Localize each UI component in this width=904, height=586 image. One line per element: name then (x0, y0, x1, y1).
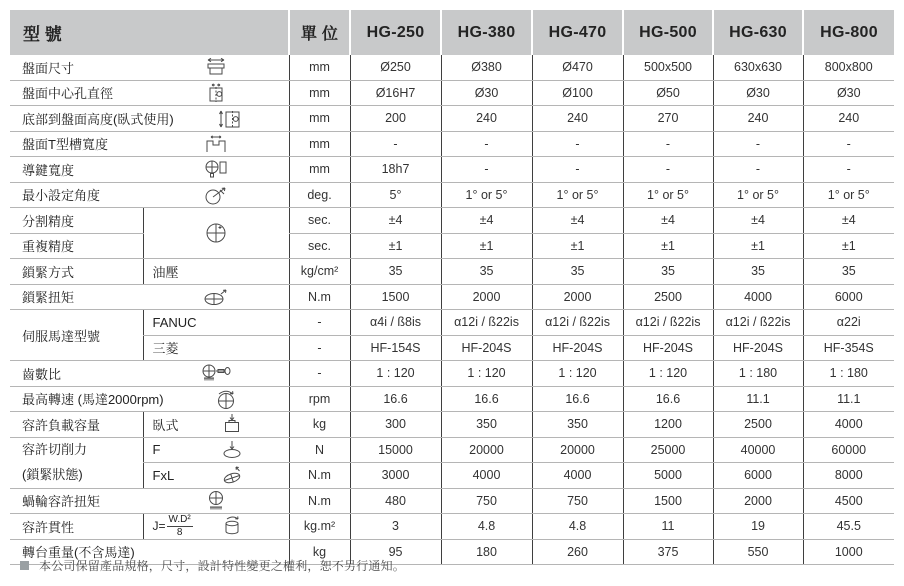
value-cell: 630x630 (713, 55, 803, 80)
value-cell: 1 : 120 (350, 361, 441, 387)
row-label: 盤面T型槽寬度 (22, 137, 108, 153)
value-cell: 200 (350, 106, 441, 132)
row-label: 鎖緊扭矩 (22, 290, 75, 306)
row-sublabel: FANUC (152, 314, 197, 330)
unit-cell: kg (289, 539, 350, 565)
value-cell: 4000 (713, 284, 803, 310)
row-sublabel: 三菱 (152, 341, 179, 357)
value-cell: Ø50 (623, 80, 713, 106)
value-cell: 1° or 5° (623, 182, 713, 208)
value-cell: Ø470 (532, 55, 623, 80)
value-cell: 95 (350, 539, 441, 565)
value-cell: 180 (441, 539, 532, 565)
value-cell: 1 : 120 (441, 361, 532, 387)
row-sublabel: 臥式 (152, 417, 179, 433)
gear-ratio-icon (143, 362, 289, 384)
value-cell: HF-204S (623, 335, 713, 361)
value-cell: 35 (532, 259, 623, 285)
row-group-label-line1: 容許切削力 (22, 442, 88, 457)
value-cell: Ø380 (441, 55, 532, 80)
value-cell: 500x500 (623, 55, 713, 80)
row-label: 盤面中心孔直徑 (22, 86, 114, 102)
unit-column-header: 單 位 (289, 10, 350, 55)
row-group-label-line2: (鎖緊狀態) (22, 466, 83, 482)
header-row (10, 10, 894, 55)
value-cell: ±1 (713, 233, 803, 259)
inertia-formula: J= $\frac{\text{W.D²}}{8}$ (152, 514, 191, 538)
value-cell: α22i (803, 310, 894, 336)
cutting-force-icon (197, 439, 267, 461)
value-cell: 270 (623, 106, 713, 132)
max-speed-icon (164, 388, 289, 410)
value-cell: α12i / ß22is (532, 310, 623, 336)
unit-cell: rpm (289, 386, 350, 412)
value-cell: Ø30 (803, 80, 894, 106)
value-cell: 4000 (441, 463, 532, 489)
table-row-face-size (10, 55, 894, 80)
spec-table (10, 10, 894, 565)
unit-cell: - (289, 310, 350, 336)
row-label: 容許負載容量 (22, 417, 101, 433)
value-cell: 550 (713, 539, 803, 565)
value-cell: 750 (441, 488, 532, 514)
table-row-load-capacity (10, 412, 894, 438)
value-cell: 350 (532, 412, 623, 438)
value-cell: 1 : 180 (713, 361, 803, 387)
clamp-torque-icon (143, 286, 289, 308)
table-row-servo-fanuc (10, 310, 894, 336)
value-cell: 16.6 (623, 386, 713, 412)
table-row-guide-key (10, 157, 894, 183)
value-cell: - (532, 131, 623, 157)
value-cell: 300 (350, 412, 441, 438)
row-label: 轉台重量(不含馬達) (22, 545, 135, 561)
row-label: 齒數比 (22, 366, 62, 382)
value-cell: 375 (623, 539, 713, 565)
center-hole-icon (143, 82, 289, 104)
unit-cell: kg/cm² (289, 259, 350, 285)
value-cell: 20000 (441, 437, 532, 463)
value-cell: 6000 (803, 284, 894, 310)
row-label: 分割精度 (22, 213, 75, 229)
value-cell: 16.6 (350, 386, 441, 412)
row-sublabel: 油壓 (152, 264, 179, 280)
value-cell: - (441, 131, 532, 157)
value-cell: Ø30 (441, 80, 532, 106)
row-label: 蝸輪容許扭矩 (22, 494, 101, 510)
row-label: 盤面尺寸 (22, 60, 75, 76)
value-cell: 16.6 (441, 386, 532, 412)
value-cell: ±1 (350, 233, 441, 259)
row-label: 最高轉速 (馬達2000rpm) (22, 392, 164, 408)
value-cell: 20000 (532, 437, 623, 463)
unit-cell: mm (289, 106, 350, 132)
model-column-header: 型 號 (10, 10, 289, 55)
table-row-min-angle (10, 182, 894, 208)
value-cell: 15000 (350, 437, 441, 463)
worm-torque-icon (143, 489, 289, 513)
value-cell: - (623, 157, 713, 183)
unit-cell: N.m (289, 463, 350, 489)
unit-cell: N (289, 437, 350, 463)
table-row-inertia (10, 514, 894, 540)
unit-cell: deg. (289, 182, 350, 208)
value-cell: 260 (532, 539, 623, 565)
table-row-max-speed (10, 386, 894, 412)
horizontal-load-icon (197, 413, 267, 435)
value-cell: 11.1 (803, 386, 894, 412)
value-cell: 45.5 (803, 514, 894, 540)
value-cell: 240 (441, 106, 532, 132)
value-cell: 4.8 (532, 514, 623, 540)
value-cell: HF-354S (803, 335, 894, 361)
row-sublabel: FxL (152, 467, 175, 483)
value-cell: ±4 (713, 208, 803, 234)
value-cell: Ø16H7 (350, 80, 441, 106)
value-cell: 4500 (803, 488, 894, 514)
value-cell: - (532, 157, 623, 183)
value-cell: 2000 (713, 488, 803, 514)
row-label: 鎖緊方式 (22, 264, 75, 280)
value-cell: 5000 (623, 463, 713, 489)
value-cell: 18h7 (350, 157, 441, 183)
value-cell: - (713, 131, 803, 157)
value-cell: 800x800 (803, 55, 894, 80)
table-row-center-bore (10, 80, 894, 106)
value-cell: 25000 (623, 437, 713, 463)
t-slot-icon (143, 133, 289, 155)
value-cell: 240 (713, 106, 803, 132)
value-cell: 1 : 120 (623, 361, 713, 387)
unit-cell: mm (289, 55, 350, 80)
table-row-indexing-accuracy (10, 208, 894, 234)
table-row-gear-ratio (10, 361, 894, 387)
row-label: 重複精度 (22, 239, 75, 255)
value-cell: ±4 (441, 208, 532, 234)
value-cell: 35 (350, 259, 441, 285)
unit-cell: mm (289, 80, 350, 106)
value-cell: 16.6 (532, 386, 623, 412)
value-cell: - (803, 157, 894, 183)
value-cell: 35 (441, 259, 532, 285)
value-cell: 350 (441, 412, 532, 438)
value-cell: 1 : 180 (803, 361, 894, 387)
value-cell: 3 (350, 514, 441, 540)
min-angle-icon (143, 184, 289, 206)
value-cell: Ø30 (713, 80, 803, 106)
value-cell: 6000 (713, 463, 803, 489)
table-row-clamp-method (10, 259, 894, 285)
table-row-cutting-force-f (10, 437, 894, 463)
value-cell: 35 (803, 259, 894, 285)
value-cell: α12i / ß22is (441, 310, 532, 336)
cutting-moment-icon (197, 464, 267, 486)
value-cell: ±1 (532, 233, 623, 259)
value-cell: 1500 (350, 284, 441, 310)
value-cell: 1000 (803, 539, 894, 565)
table-row-servo-mitsubishi (10, 335, 894, 361)
model-header-hg630: HG-630 (713, 10, 803, 55)
table-row-clamp-torque (10, 284, 894, 310)
value-cell: 1° or 5° (532, 182, 623, 208)
guide-key-icon (143, 158, 289, 180)
value-cell: ±1 (803, 233, 894, 259)
value-cell: 2000 (532, 284, 623, 310)
value-cell: - (350, 131, 441, 157)
unit-cell: sec. (289, 233, 350, 259)
square-bullet-icon (20, 561, 29, 570)
unit-cell: - (289, 335, 350, 361)
value-cell: 2500 (713, 412, 803, 438)
value-cell: ±4 (803, 208, 894, 234)
table-row-repeatability (10, 233, 894, 259)
value-cell: - (441, 157, 532, 183)
value-cell: 4.8 (441, 514, 532, 540)
value-cell: HF-154S (350, 335, 441, 361)
value-cell: α12i / ß22is (713, 310, 803, 336)
inertia-icon (197, 515, 267, 537)
model-header-hg380: HG-380 (441, 10, 532, 55)
value-cell: 3000 (350, 463, 441, 489)
value-cell: Ø250 (350, 55, 441, 80)
table-row-base-height (10, 106, 894, 132)
unit-cell: kg (289, 412, 350, 438)
value-cell: 1° or 5° (803, 182, 894, 208)
value-cell: 19 (713, 514, 803, 540)
value-cell: 1500 (623, 488, 713, 514)
unit-cell: sec. (289, 208, 350, 234)
value-cell: ±1 (623, 233, 713, 259)
value-cell: HF-204S (441, 335, 532, 361)
model-header-hg500: HG-500 (623, 10, 713, 55)
value-cell: 1 : 120 (532, 361, 623, 387)
value-cell: 11.1 (713, 386, 803, 412)
value-cell: ±4 (532, 208, 623, 234)
value-cell: α12i / ß22is (623, 310, 713, 336)
value-cell: 1° or 5° (713, 182, 803, 208)
value-cell: 240 (532, 106, 623, 132)
value-cell: 11 (623, 514, 713, 540)
value-cell: ±4 (350, 208, 441, 234)
row-group-label: 伺服馬達型號 (22, 328, 101, 344)
disc-size-icon (143, 56, 289, 78)
value-cell: 4000 (803, 412, 894, 438)
row-label: 導鍵寬度 (22, 162, 75, 178)
value-cell: ±4 (623, 208, 713, 234)
value-cell: 2000 (441, 284, 532, 310)
value-cell: 60000 (803, 437, 894, 463)
table-row-t-slot (10, 131, 894, 157)
value-cell: 1° or 5° (441, 182, 532, 208)
value-cell: 2500 (623, 284, 713, 310)
disclaimer-note (20, 557, 405, 574)
row-label: 底部到盤面高度(臥式使用) (22, 111, 174, 127)
value-cell: 240 (803, 106, 894, 132)
value-cell: 480 (350, 488, 441, 514)
model-header-hg250: HG-250 (350, 10, 441, 55)
value-cell: - (803, 131, 894, 157)
value-cell: - (623, 131, 713, 157)
disclaimer-text: 本公司保留產品規格，尺寸，設計特性變更之權利，恕不另行通知。 (39, 559, 406, 573)
model-header-hg470: HG-470 (532, 10, 623, 55)
row-label: 容許貫性 (22, 519, 75, 535)
value-cell: ±1 (441, 233, 532, 259)
unit-cell: mm (289, 131, 350, 157)
unit-cell: N.m (289, 284, 350, 310)
value-cell: 35 (713, 259, 803, 285)
table-row-cutting-force-fxl (10, 463, 894, 489)
value-cell: HF-204S (532, 335, 623, 361)
value-cell: - (713, 157, 803, 183)
row-label: 最小設定角度 (22, 188, 101, 204)
unit-cell: mm (289, 157, 350, 183)
value-cell: 5° (350, 182, 441, 208)
value-cell: 1200 (623, 412, 713, 438)
indexing-accuracy-icon (144, 208, 289, 258)
value-cell: 40000 (713, 437, 803, 463)
value-cell: 35 (623, 259, 713, 285)
unit-cell: - (289, 361, 350, 387)
value-cell: α4i / ß8is (350, 310, 441, 336)
unit-cell: kg.m² (289, 514, 350, 540)
table-row-worm-torque (10, 488, 894, 514)
unit-cell: N.m (289, 488, 350, 514)
base-height-icon (174, 107, 289, 129)
value-cell: 750 (532, 488, 623, 514)
value-cell: 4000 (532, 463, 623, 489)
model-header-hg800: HG-800 (803, 10, 894, 55)
value-cell: HF-204S (713, 335, 803, 361)
value-cell: 8000 (803, 463, 894, 489)
row-sublabel: F (152, 442, 161, 458)
value-cell: Ø100 (532, 80, 623, 106)
